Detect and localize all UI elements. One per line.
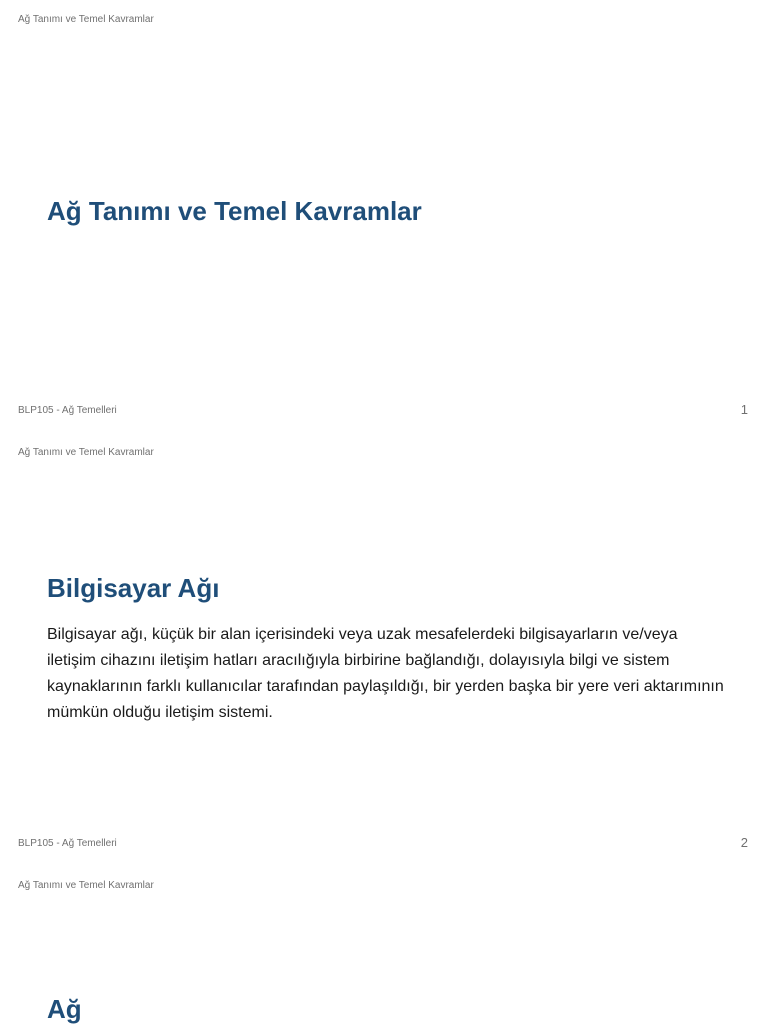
slide-footer: BLP105 - Ağ Temelleri — [18, 405, 117, 416]
slide-title: Ağ Tanımı ve Temel Kavramlar — [47, 196, 422, 226]
slide-number: 1 — [740, 402, 748, 417]
slide-header: Ağ Tanımı ve Temel Kavramlar — [18, 447, 154, 458]
slide-header: Ağ Tanımı ve Temel Kavramlar — [18, 880, 154, 891]
slide-title: Bilgisayar Ağı — [47, 573, 220, 603]
slide-footer: BLP105 - Ağ Temelleri — [18, 838, 117, 849]
slide-header: Ağ Tanımı ve Temel Kavramlar — [18, 14, 154, 25]
slide-1 — [0, 0, 768, 433]
slide-2 — [0, 433, 768, 866]
slide-title: Ağ — [47, 994, 82, 1024]
slide-number: 2 — [740, 835, 748, 850]
slide-body-text: Bilgisayar ağı, küçük bir alan içerisindeki veya uzak mesafelerdeki bilgisayarların ve/veya iletişim cihazını iletişim hatları aracılığıyla birbirine bağlandığı, dolayısıyla bilgi ve sistem kaynaklarının farklı kullanıcılar tarafından paylaşıldığı, bir yerden başka bir yere veri aktarımının mümkün olduğu iletişim sistemi. — [47, 626, 724, 721]
slide-3 — [0, 866, 768, 1024]
